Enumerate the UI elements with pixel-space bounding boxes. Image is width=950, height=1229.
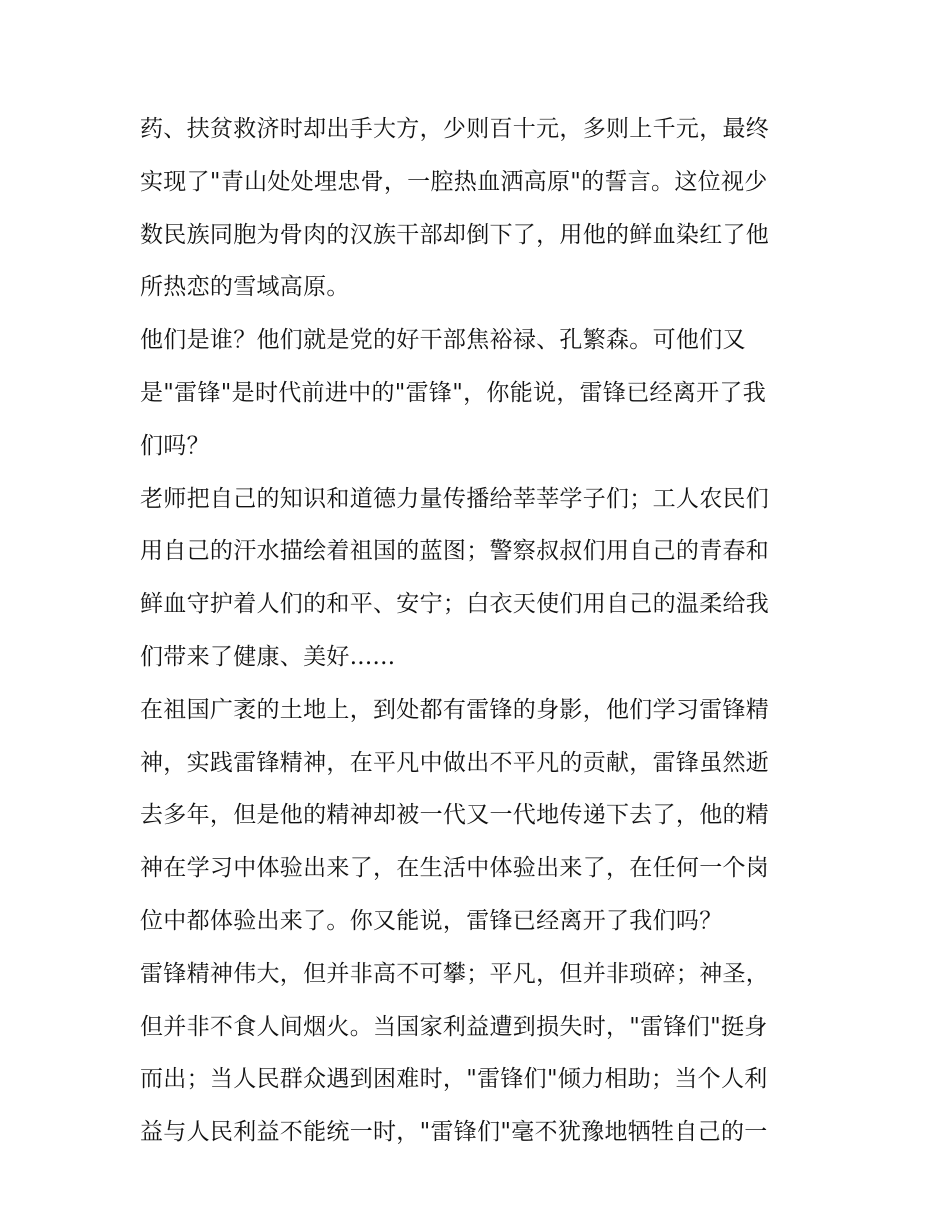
text-line: 们吗？	[140, 432, 210, 459]
text-line: 药、扶贫救济时却出手大方，少则百十元，多则上千元，最终	[140, 116, 770, 142]
text-line: 是"雷锋"是时代前进中的"雷锋"，你能说，雷锋已经离开了我	[140, 379, 767, 406]
text-line: 神，实践雷锋精神，在平凡中做出不平凡的贡献，雷锋虽然逝	[140, 749, 770, 776]
text-line: 位中都体验出来了。你又能说，雷锋已经离开了我们吗？	[140, 907, 723, 934]
text-line: 鲜血守护着人们的和平、安宁；白衣天使们用自己的温柔给我	[140, 591, 770, 618]
text-line: 老师把自己的知识和道德力量传播给莘莘学子们；工人农民们	[140, 485, 770, 512]
text-line: 数民族同胞为骨肉的汉族干部却倒下了，用他的鲜血染红了他	[140, 221, 770, 248]
text-line: 们带来了健康、美好......	[140, 643, 396, 670]
text-line: 但并非不食人间烟火。当国家利益遭到损失时，"雷锋们"挺身	[140, 1013, 768, 1040]
text-line: 而出；当人民群众遇到困难时，"雷锋们"倾力相助；当个人利	[140, 1066, 768, 1093]
text-line: 在祖国广袤的土地上，到处都有雷锋的身影，他们学习雷锋精	[140, 696, 770, 723]
text-line: 益与人民利益不能统一时，"雷锋们"毫不犹豫地牺牲自己的一	[140, 1119, 768, 1146]
text-line: 雷锋精神伟大，但并非高不可攀；平凡，但并非琐碎；神圣，	[140, 960, 770, 987]
text-line: 去多年，但是他的精神却被一代又一代地传递下去了，他的精	[140, 802, 770, 829]
text-line: 用自己的汗水描绘着祖国的蓝图；警察叔叔们用自己的青春和	[140, 538, 770, 565]
document-body	[140, 103, 820, 1159]
text-line: 神在学习中体验出来了，在生活中体验出来了，在任何一个岗	[140, 855, 770, 882]
text-line: 实现了"青山处处埋忠骨，一腔热血洒高原"的誓言。这位视少	[140, 168, 768, 195]
text-line: 所热恋的雪域高原。	[140, 274, 350, 301]
text-line: 他们是谁？他们就是党的好干部焦裕禄、孔繁森。可他们又	[140, 327, 746, 354]
